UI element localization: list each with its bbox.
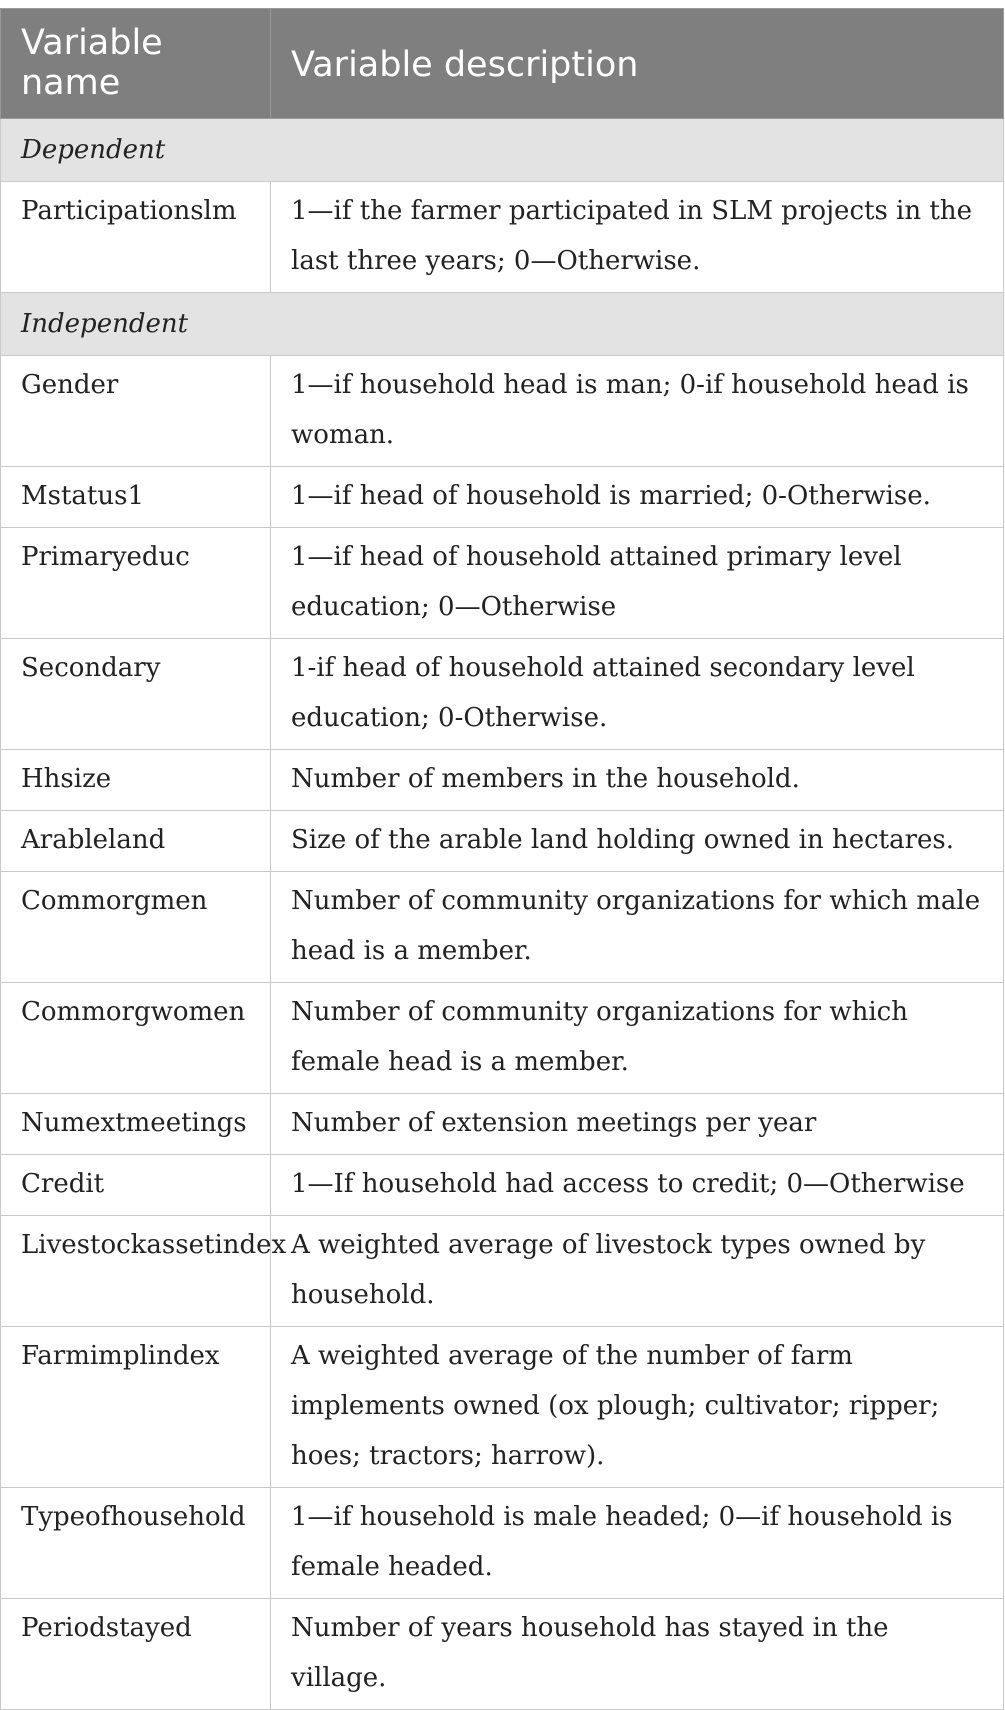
table-row bbox=[1, 1488, 1004, 1599]
table-row bbox=[1, 983, 1004, 1094]
variable-name: Primaryeduc bbox=[1, 528, 271, 639]
variable-name: Gender bbox=[1, 356, 271, 467]
variable-name: Commorgwomen bbox=[1, 983, 271, 1094]
variable-name: Arableland bbox=[1, 811, 271, 872]
table-row bbox=[1, 528, 1004, 639]
section-row-dependent bbox=[1, 119, 1004, 182]
variable-description: 1-if head of household attained secondary level education; 0-Otherwise. bbox=[271, 639, 1004, 750]
variable-name: Periodstayed bbox=[1, 1599, 271, 1710]
table-row bbox=[1, 356, 1004, 467]
variables-table bbox=[0, 8, 1004, 1710]
table-row bbox=[1, 182, 1004, 293]
header-variable-name: Variable name bbox=[1, 9, 271, 119]
variables-table-container bbox=[0, 8, 1003, 1710]
variable-description: 1—if household head is man; 0-if household head is woman. bbox=[271, 356, 1004, 467]
variable-description: 1—if household is male headed; 0—if household is female headed. bbox=[271, 1488, 1004, 1599]
table-row bbox=[1, 1327, 1004, 1488]
table-row bbox=[1, 467, 1004, 528]
variable-description: Number of members in the household. bbox=[271, 750, 1004, 811]
variable-description: Number of community organizations for which female head is a member. bbox=[271, 983, 1004, 1094]
table-row bbox=[1, 1155, 1004, 1216]
variable-description: Size of the arable land holding owned in hectares. bbox=[271, 811, 1004, 872]
variable-name: Participationslm bbox=[1, 182, 271, 293]
variable-description: 1—If household had access to credit; 0—Otherwise bbox=[271, 1155, 1004, 1216]
variable-name: Mstatus1 bbox=[1, 467, 271, 528]
table-row bbox=[1, 639, 1004, 750]
table-row bbox=[1, 1216, 1004, 1327]
variable-description: 1—if head of household is married; 0-Otherwise. bbox=[271, 467, 1004, 528]
section-row-independent bbox=[1, 293, 1004, 356]
header-variable-description: Variable description bbox=[271, 9, 1004, 119]
variable-name: Livestockassetindex bbox=[1, 1216, 271, 1327]
table-row bbox=[1, 1599, 1004, 1710]
section-title: Dependent bbox=[1, 119, 1004, 182]
variable-description: 1—if head of household attained primary level education; 0—Otherwise bbox=[271, 528, 1004, 639]
variable-description: Number of extension meetings per year bbox=[271, 1094, 1004, 1155]
variable-name: Typeofhousehold bbox=[1, 1488, 271, 1599]
variable-name: Hhsize bbox=[1, 750, 271, 811]
variable-name: Credit bbox=[1, 1155, 271, 1216]
table-row bbox=[1, 872, 1004, 983]
variable-description: A weighted average of livestock types owned by household. bbox=[271, 1216, 1004, 1327]
variable-description: 1—if the farmer participated in SLM projects in the last three years; 0—Otherwise. bbox=[271, 182, 1004, 293]
section-title: Independent bbox=[1, 293, 1004, 356]
table-row bbox=[1, 1094, 1004, 1155]
variable-description: A weighted average of the number of farm implements owned (ox plough; cultivator; ripper; hoes; tractors; harrow). bbox=[271, 1327, 1004, 1488]
table-row bbox=[1, 811, 1004, 872]
variable-name: Secondary bbox=[1, 639, 271, 750]
variable-description: Number of community organizations for which male head is a member. bbox=[271, 872, 1004, 983]
variable-description: Number of years household has stayed in the village. bbox=[271, 1599, 1004, 1710]
table-header-row bbox=[1, 9, 1004, 119]
table-row bbox=[1, 750, 1004, 811]
variable-name: Farmimplindex bbox=[1, 1327, 271, 1488]
variable-name: Commorgmen bbox=[1, 872, 271, 983]
variable-name: Numextmeetings bbox=[1, 1094, 271, 1155]
